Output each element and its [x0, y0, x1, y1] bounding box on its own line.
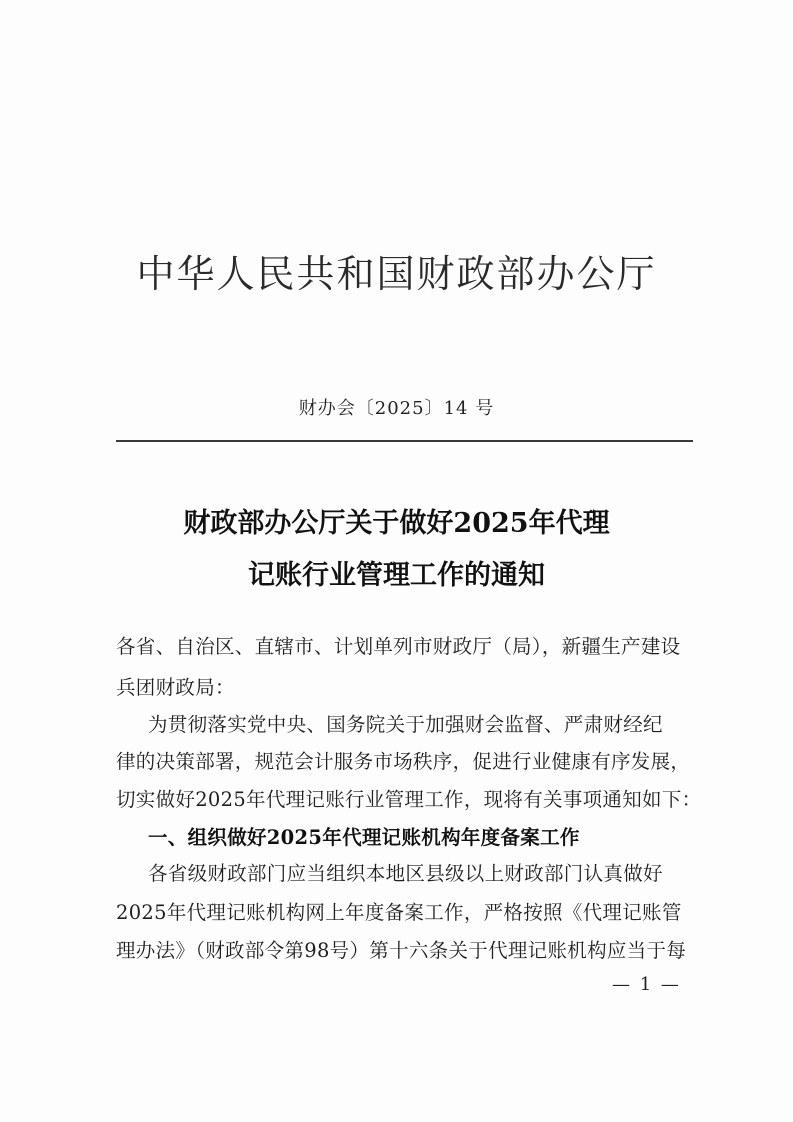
- addressee-line-1: 各省、自治区、直辖市、计划单列市财政厅（局），新疆生产建设: [116, 635, 681, 658]
- intro-line-3: 切实做好2025年代理记账行业管理工作，现将有关事项通知如下：: [116, 788, 702, 811]
- section-1-line-2: 2025年代理记账机构网上年度备案工作，严格按照《代理记账管: [116, 901, 682, 924]
- intro-line-1: 为贯彻落实党中央、国务院关于加强财会监督、严肃财经纪: [148, 713, 663, 736]
- page-number: — 1 —: [612, 974, 681, 995]
- document-number: 财办会〔2025〕14 号: [298, 398, 495, 419]
- addressee-line-2: 兵团财政局：: [116, 676, 235, 699]
- title-line-1: 财政部办公厅关于做好2025年代理: [183, 508, 610, 539]
- title-line-2: 记账行业管理工作的通知: [248, 560, 545, 591]
- intro-line-2: 律的决策部署，规范会计服务市场秩序，促进行业健康有序发展，: [116, 750, 691, 773]
- issuer-header: 中华人民共和国财政部办公厅: [136, 252, 657, 296]
- document-title: [0, 498, 793, 602]
- section-1-heading: 一、组织做好2025年代理记账机构年度备案工作: [148, 826, 580, 849]
- section-1-line-3: 理办法》（财政部令第98号）第十六条关于代理记账机构应当于每: [116, 939, 687, 962]
- section-1-line-1: 各省级财政部门应当组织本地区县级以上财政部门认真做好: [148, 862, 663, 885]
- header-divider: [116, 440, 693, 442]
